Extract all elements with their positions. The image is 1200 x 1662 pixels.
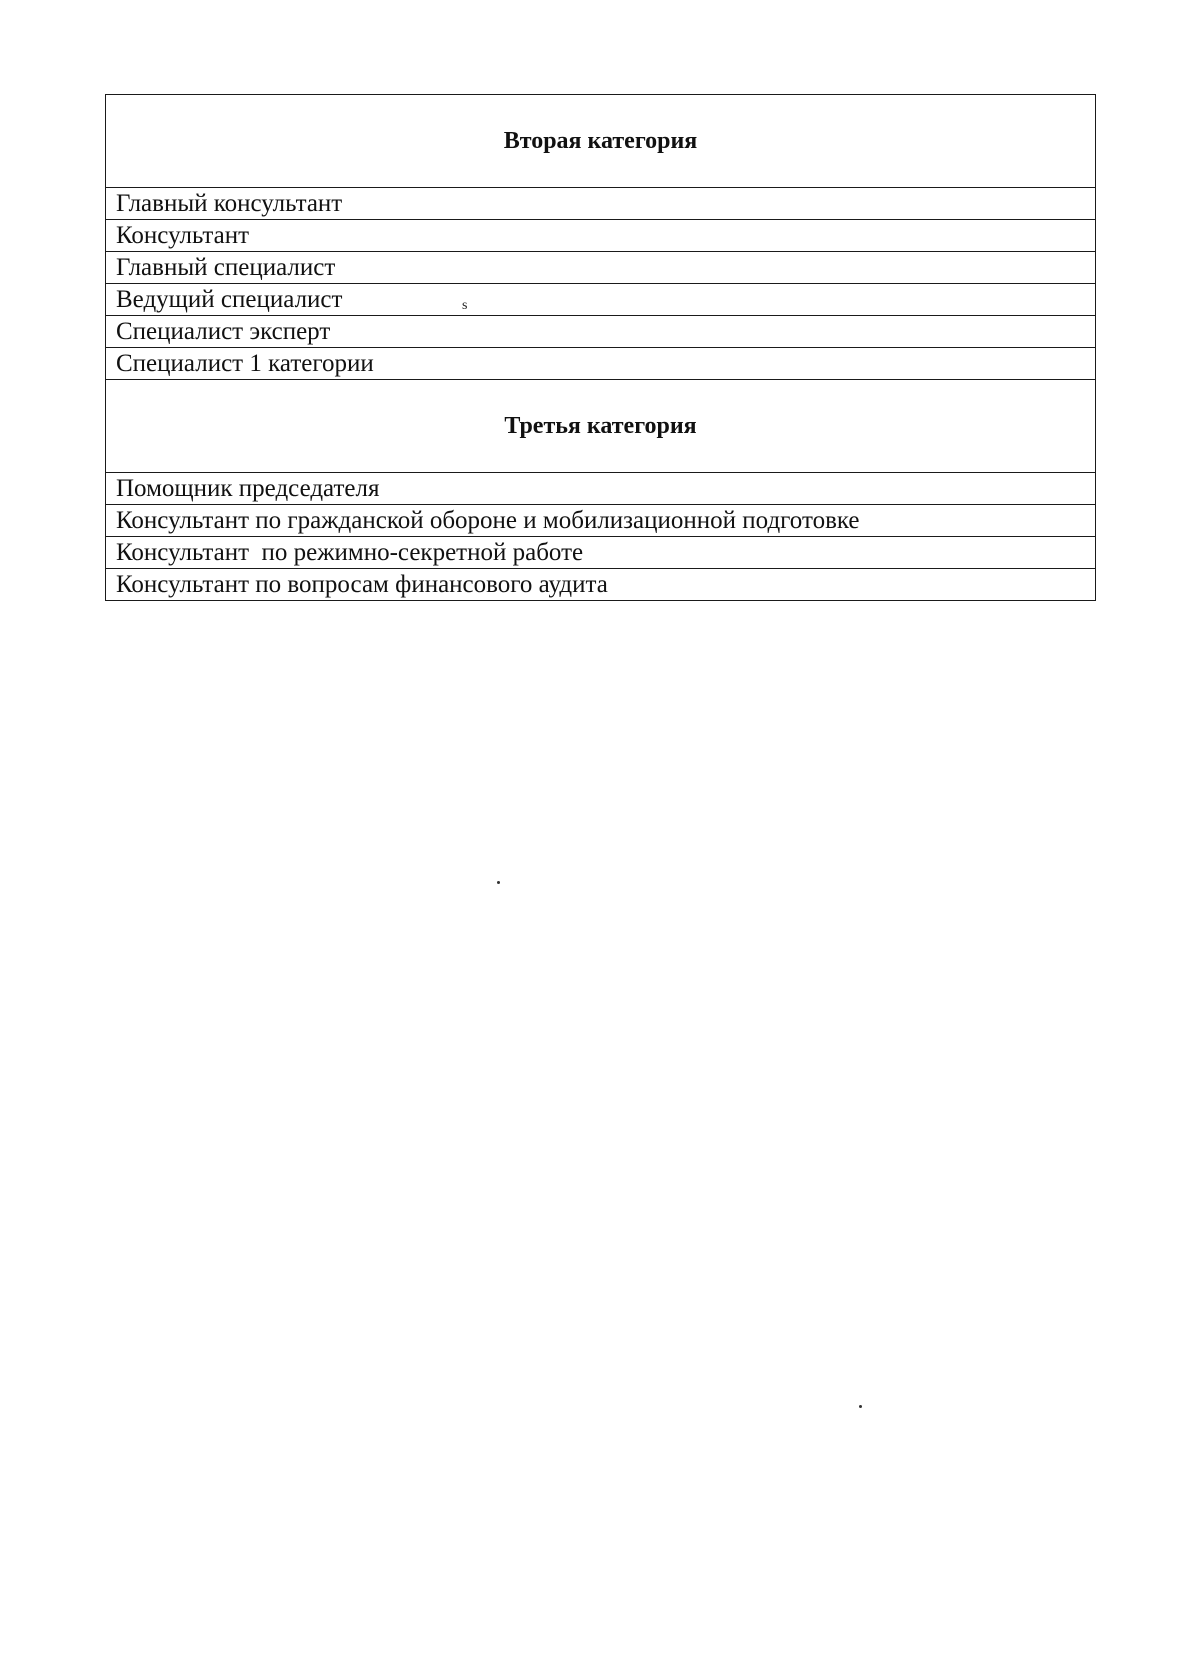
scan-speck (859, 1405, 862, 1408)
table-row (106, 569, 1096, 601)
table-row (106, 252, 1096, 284)
table-row (106, 505, 1096, 537)
table-row (106, 473, 1096, 505)
position-name: Консультант по гражданской обороне и мобилизационной подготовке (106, 505, 1096, 537)
position-name: Консультант по режимно-секретной работе (106, 537, 1096, 569)
category-header-second (106, 95, 1096, 188)
scan-speck (497, 881, 500, 884)
positions-table (105, 94, 1096, 601)
category-title: Вторая категория (106, 95, 1096, 188)
table-row (106, 537, 1096, 569)
category-title: Третья категория (106, 380, 1096, 473)
table-row (106, 220, 1096, 252)
position-name: Специалист эксперт (106, 316, 1096, 348)
stray-scan-mark: s (462, 298, 468, 313)
table-row (106, 348, 1096, 380)
position-name: Консультант (106, 220, 1096, 252)
position-name: Ведущий специалист (106, 284, 1096, 316)
table-row (106, 188, 1096, 220)
position-name: Специалист 1 категории (106, 348, 1096, 380)
table-row (106, 284, 1096, 316)
category-header-third (106, 380, 1096, 473)
position-name: Главный консультант (106, 188, 1096, 220)
position-name: Помощник председателя (106, 473, 1096, 505)
position-name: Консультант по вопросам финансового аудита (106, 569, 1096, 601)
position-name: Главный специалист (106, 252, 1096, 284)
table-row (106, 316, 1096, 348)
